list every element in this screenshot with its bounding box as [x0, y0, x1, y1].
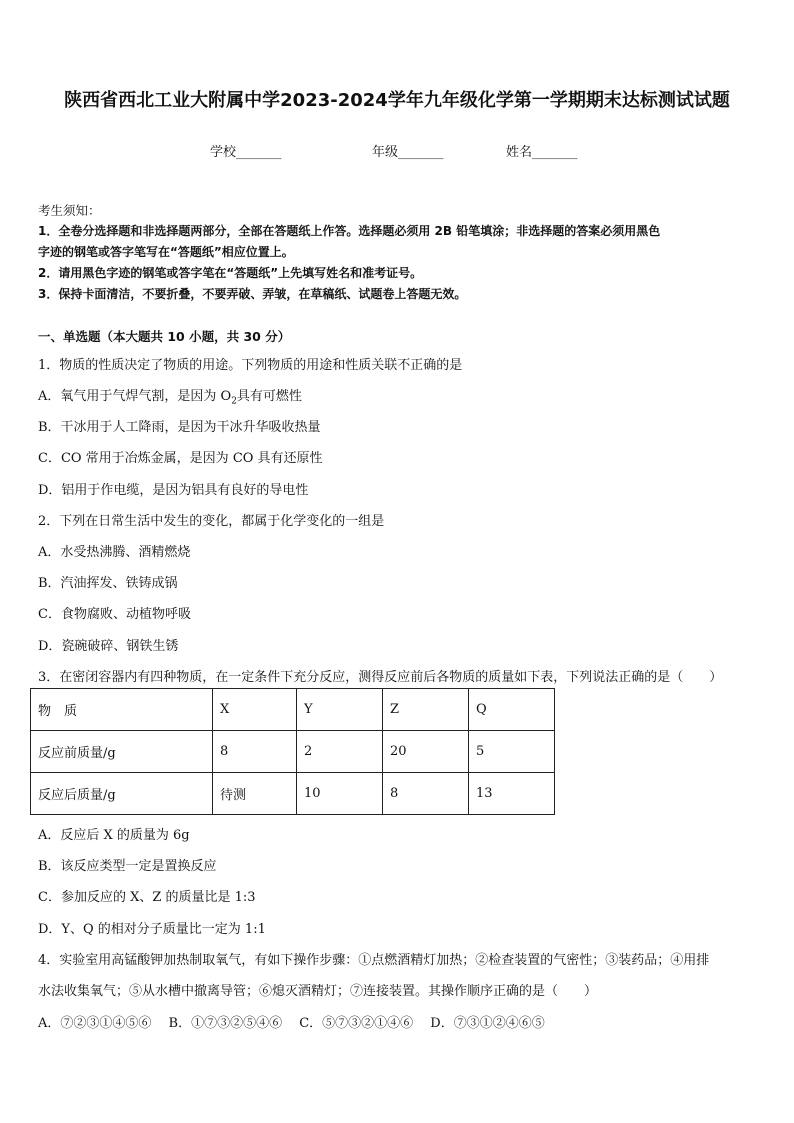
subscript: 2: [231, 396, 237, 407]
table-cell: 5: [469, 731, 555, 773]
table-cell: 8: [383, 773, 469, 815]
option-text: A．氧气用于气焊气割，是因为 O: [38, 389, 232, 404]
question-3-option-d: D．Y、Q 的相对分子质量比一定为 1:1: [38, 922, 266, 937]
question-1-option-c: C．CO 常用于冶炼金属，是因为 CO 具有还原性: [38, 451, 323, 466]
mass-table: [30, 688, 555, 815]
table-cell: 10: [297, 773, 383, 815]
question-2-stem: 2．下列在日常生活中发生的变化，都属于化学变化的一组是: [38, 514, 385, 529]
table-cell: X: [213, 689, 297, 731]
question-2-option-c: C．食物腐败、动植物呼吸: [38, 607, 191, 622]
notice-item: 3．保持卡面清洁，不要折叠，不要弄破、弄皱，在草稿纸、试题卷上答题无效。: [38, 287, 467, 301]
table-cell: Q: [469, 689, 555, 731]
notice-item: 1．全卷分选择题和非选择题两部分，全部在答题纸上作答。选择题必须用 2B 铅笔填涂；非选择题的答案必须用黑色: [38, 224, 661, 238]
question-1-stem: 1．物质的性质决定了物质的用途。下列物质的用途和性质关联不正确的是: [38, 358, 463, 373]
grade-field: 年级_______: [372, 145, 444, 160]
question-3-stem: 3．在密闭容器内有四种物质，在一定条件下充分反应，测得反应前后各物质的质量如下表，下列说法正确的是（ ）: [38, 670, 723, 685]
table-cell: 2: [297, 731, 383, 773]
notice-heading: 考生须知：: [38, 203, 101, 218]
table-cell: 反应后质量/g: [31, 773, 213, 815]
table-cell: Y: [297, 689, 383, 731]
table-header-row: [31, 689, 555, 731]
section-heading: 一、单选题（本大题共 10 小题，共 30 分）: [38, 329, 291, 344]
school-field: 学校_______: [210, 145, 282, 160]
question-1-option-b: B．干冰用于人工降雨，是因为干冰升华吸收热量: [38, 420, 321, 435]
question-3-option-b: B．该反应类型一定是置换反应: [38, 859, 217, 874]
table-cell: 物 质: [31, 689, 213, 731]
table-cell: Z: [383, 689, 469, 731]
table-cell: 20: [383, 731, 469, 773]
table-row: [31, 773, 555, 815]
question-4-stem: 4．实验室用高锰酸钾加热制取氧气，有如下操作步骤：①点燃酒精灯加热；②检查装置的气密性；③装药品；④用排: [38, 953, 710, 968]
notice-item: 字迹的钢笔或答字笔写在“答题纸”相应位置上。: [38, 245, 294, 259]
question-1-option-a: [38, 385, 302, 407]
table-cell: 13: [469, 773, 555, 815]
question-4-options: A．⑦②③①④⑤⑥ B．①⑦③②⑤④⑥ C．⑤⑦③②①④⑥ D．⑦③①②④⑥⑤: [38, 1016, 545, 1031]
question-1-option-d: D．铝用于作电缆，是因为铝具有良好的导电性: [38, 483, 309, 498]
question-3-option-a: A．反应后 X 的质量为 6g: [38, 828, 190, 843]
page-title: 陕西省西北工业大附属中学2023-2024学年九年级化学第一学期期末达标测试试题: [64, 90, 730, 111]
question-2-option-d: D．瓷碗破碎、钢铁生锈: [38, 639, 179, 654]
question-4-stem-cont: 水法收集氧气；⑤从水槽中撤离导管；⑥熄灭酒精灯；⑦连接装置。其操作顺序正确的是（ ）: [38, 984, 598, 999]
option-text: 具有可燃性: [236, 389, 302, 404]
table-cell: 反应前质量/g: [31, 731, 213, 773]
table-row: [31, 731, 555, 773]
name-field: 姓名_______: [506, 145, 578, 160]
question-2-option-b: B．汽油挥发、铁铸成锅: [38, 576, 178, 591]
table-cell: 8: [213, 731, 297, 773]
table-cell: 待测: [213, 773, 297, 815]
question-3-option-c: C．参加反应的 X、Z 的质量比是 1:3: [38, 890, 256, 905]
exam-notice: [38, 200, 758, 305]
notice-item: 2．请用黑色字迹的钢笔或答字笔在“答题纸”上先填写姓名和准考证号。: [38, 266, 423, 280]
question-2-option-a: A．水受热沸腾、酒精燃烧: [38, 545, 191, 560]
